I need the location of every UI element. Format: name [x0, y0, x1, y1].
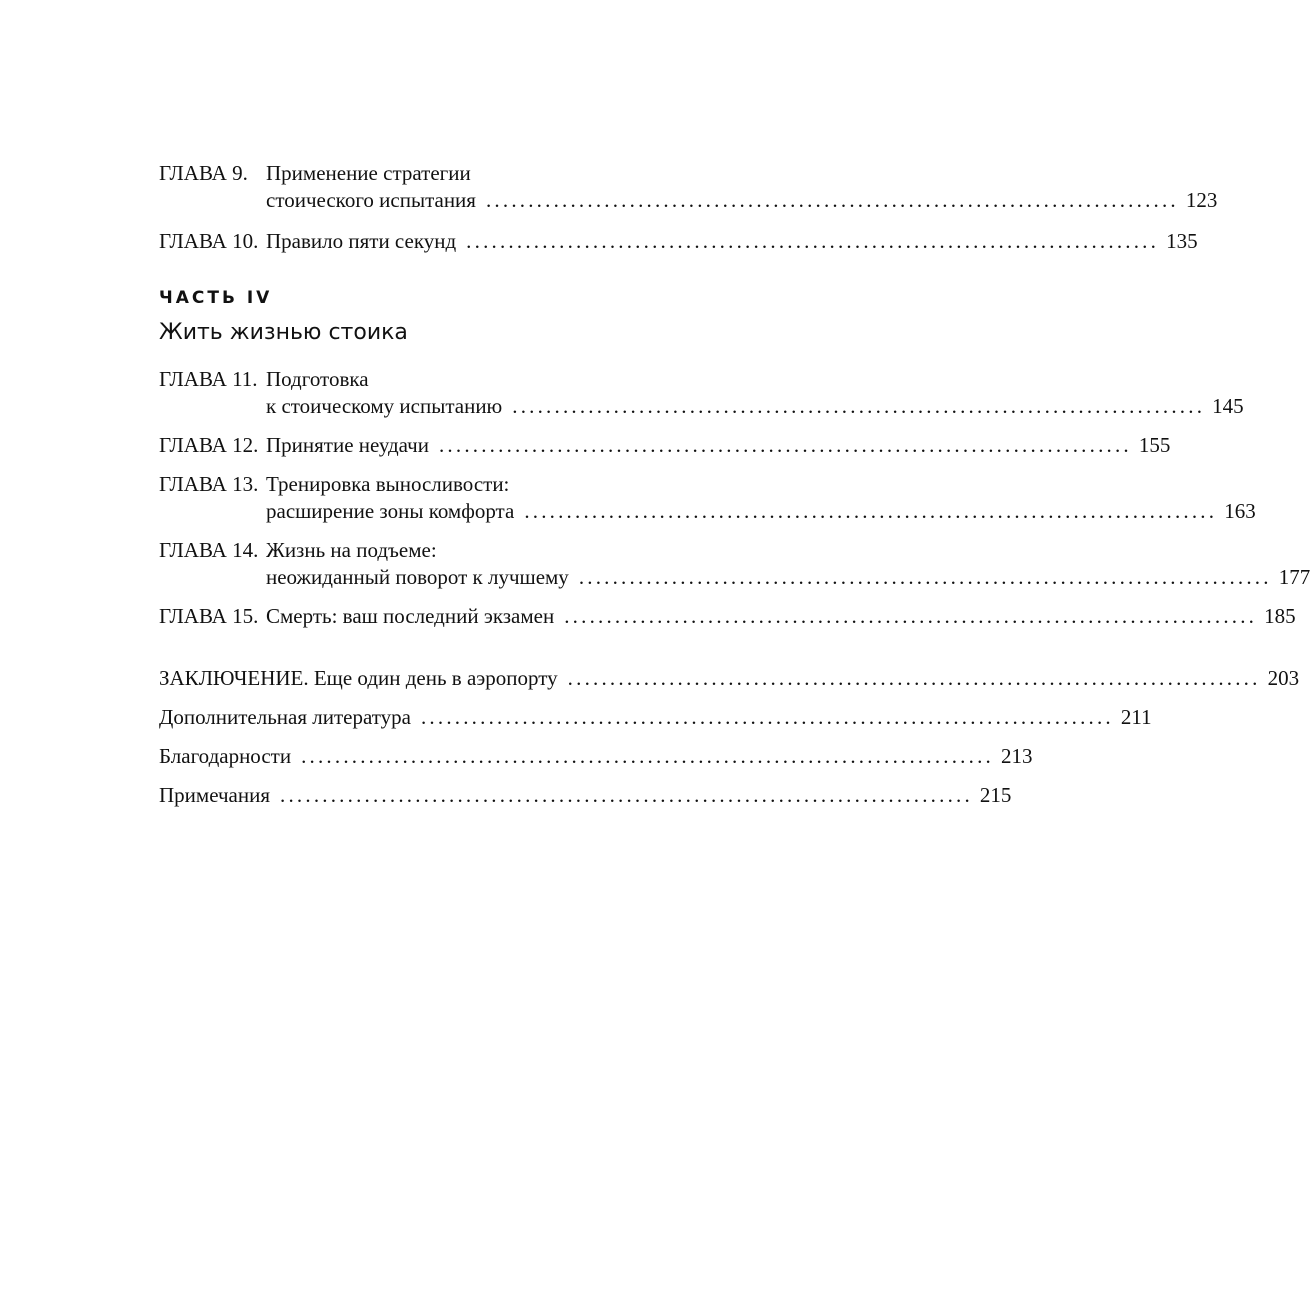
leader-dots: ..................................................................................	[578, 565, 1272, 589]
page-number: 215	[979, 783, 1012, 807]
leader-dots: ..................................................................................	[438, 433, 1132, 457]
chapter-label: ГЛАВА 14.	[159, 538, 259, 562]
chapter-label: ГЛАВА 10.	[159, 229, 259, 253]
leader-dots: ..................................................................................	[301, 744, 994, 768]
page-number: 123	[1185, 188, 1218, 212]
leader-dots: ..................................................................................	[524, 499, 1218, 523]
chapter-title: Правило пяти секунд	[266, 229, 457, 253]
chapter-label: ГЛАВА 13.	[159, 472, 259, 496]
chapter-title-line-1: Тренировка выносливости:	[266, 472, 510, 496]
chapter-label: ГЛАВА 15.	[159, 604, 259, 628]
toc-entry-acknowledgements[interactable]	[159, 741, 1033, 771]
page-number: 185	[1264, 604, 1296, 628]
chapter-label: ГЛАВА 9.	[159, 161, 248, 185]
entry-title: Благодарности	[159, 744, 292, 768]
leader-dots: ..................................................................................	[567, 666, 1261, 690]
page-number: 135	[1166, 229, 1198, 253]
leader-dots: ..................................................................................	[512, 394, 1206, 418]
chapter-title: Смерть: ваш последний экзамен	[266, 604, 555, 628]
part-label: ЧАСТЬ IV	[159, 288, 273, 308]
chapter-title-line-1: Жизнь на подъеме:	[266, 538, 437, 562]
chapter-title-line-1: Подготовка	[266, 367, 369, 391]
page-number: 145	[1212, 394, 1244, 418]
toc-entry-notes[interactable]	[159, 780, 1012, 810]
page-number: 177	[1278, 565, 1310, 589]
chapter-title-line-2: неожиданный поворот к лучшему	[266, 565, 569, 589]
chapter-label: ГЛАВА 11.	[159, 367, 258, 391]
entry-title: Дополнительная литература	[159, 705, 411, 729]
page-number: 155	[1138, 433, 1171, 457]
page-number: 163	[1224, 499, 1256, 523]
entry-title: Примечания	[159, 783, 271, 807]
page-number: 211	[1120, 705, 1152, 729]
chapter-label: ГЛАВА 12.	[159, 433, 259, 457]
chapter-title-line-2: стоического испытания	[266, 188, 476, 212]
part-title: Жить жизнью стоика	[159, 320, 408, 345]
page-number: 213	[1000, 744, 1033, 768]
leader-dots: ..................................................................................	[420, 705, 1114, 729]
toc-entry-conclusion[interactable]	[159, 663, 1300, 693]
toc-entry-further-reading[interactable]	[159, 702, 1152, 732]
page-number: 203	[1267, 666, 1300, 690]
chapter-title-line-2: к стоическому испытанию	[266, 394, 503, 418]
leader-dots: ..................................................................................	[564, 604, 1258, 628]
chapter-title-line-1: Применение стратегии	[266, 161, 471, 185]
leader-dots: ..................................................................................	[466, 229, 1160, 253]
leader-dots: ..................................................................................	[280, 783, 973, 807]
chapter-title: Принятие неудачи	[266, 433, 429, 457]
leader-dots: ..................................................................................	[485, 188, 1179, 212]
entry-title: ЗАКЛЮЧЕНИЕ. Еще один день в аэропорту	[159, 666, 558, 690]
chapter-title-line-2: расширение зоны комфорта	[266, 499, 515, 523]
